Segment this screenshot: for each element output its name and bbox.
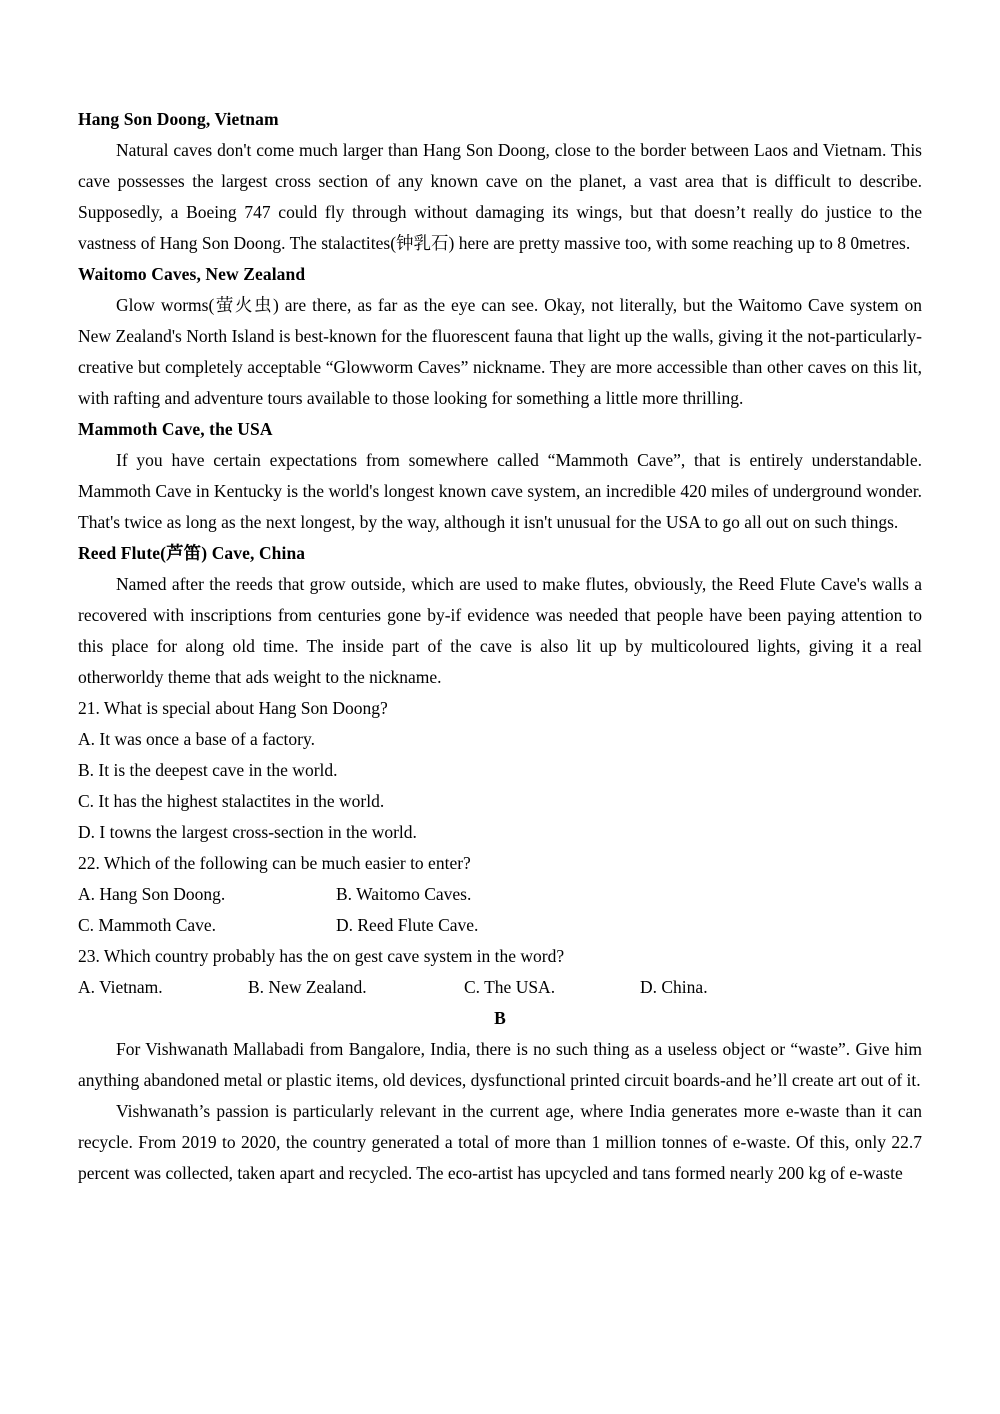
question-21-option-a[interactable]: A. It was once a base of a factory.: [78, 729, 315, 749]
question-22-option-a[interactable]: A. Hang Son Doong.: [78, 884, 226, 904]
question-22-options-row-2: [78, 910, 922, 941]
section-heading-mammoth-cave: Mammoth Cave, the USA: [78, 419, 273, 439]
question-22-option-b[interactable]: B. Waitomo Caves.: [336, 884, 472, 904]
document-body: [78, 104, 922, 1189]
question-22-options-row-1: [78, 879, 922, 910]
section-heading-reed-flute-cave: Reed Flute(芦笛) Cave, China: [78, 543, 306, 563]
section-letter-b: B: [494, 1008, 506, 1028]
question-21-option-b[interactable]: B. It is the deepest cave in the world.: [78, 760, 338, 780]
question-23-option-c[interactable]: C. The USA.: [464, 977, 556, 997]
section-paragraph-reed-flute-cave: Named after the reeds that grow outside, which are used to make flutes, obviously, the Reed Flute Cave's walls a recovered with inscriptions from centuries gone by-if evidence was needed that people have been paying attention to this place for along old time. The inside part of the cave is also lit up by multicoloured lights, giving it a real otherworldy theme that ads weight to the nickname.: [78, 574, 922, 687]
question-22-option-c[interactable]: C. Mammoth Cave.: [78, 915, 217, 935]
question-21-stem: 21. What is special about Hang Son Doong?: [78, 698, 388, 718]
question-21-option-d[interactable]: D. I towns the largest cross-section in the world.: [78, 822, 417, 842]
question-23-option-d[interactable]: D. China.: [640, 977, 708, 997]
section-heading-hang-son-doong: Hang Son Doong, Vietnam: [78, 109, 279, 129]
question-23-option-a[interactable]: A. Vietnam.: [78, 977, 163, 997]
section-b-paragraph-1: For Vishwanath Mallabadi from Bangalore, India, there is no such thing as a useless object or “waste”. Give him anything abandoned metal or plastic items, old devices, dysfunctional printed circuit boards-and he’ll create art out of it.: [78, 1039, 922, 1090]
section-b-paragraph-2: Vishwanath’s passion is particularly relevant in the current age, where India generates more e-waste than it can recycle. From 2019 to 2020, the country generated a total of more than 1 million tonnes of e-waste. Of this, only 22.7 percent was collected, taken apart and recycled. The eco-artist has upcycled and tans formed nearly 200 kg of e-waste: [78, 1101, 922, 1183]
question-23-stem: 23. Which country probably has the on gest cave system in the word?: [78, 946, 565, 966]
question-22-option-d[interactable]: D. Reed Flute Cave.: [336, 915, 479, 935]
section-paragraph-waitomo-caves: Glow worms(萤火虫) are there, as far as the eye can see. Okay, not literally, but the Waitomo Cave system on New Zealand's North Island is best-known for the fluorescent fauna that light up the walls, giving it the not-particularly-creative but completely acceptable “Glowworm Caves” nickname. They are more accessible than other caves on this lit, with rafting and adventure tours available to those looking for something a little more thrilling.: [78, 295, 922, 408]
section-heading-waitomo-caves: Waitomo Caves, New Zealand: [78, 264, 306, 284]
question-23-options-row: [78, 972, 922, 1003]
section-paragraph-hang-son-doong: Natural caves don't come much larger than Hang Son Doong, close to the border between Laos and Vietnam. This cave possesses the largest cross section of any known cave on the planet, a vast area that is difficult to describe. Supposedly, a Boeing 747 could fly through without damaging its wings, but that doesn’t really do justice to the vastness of Hang Son Doong. The stalactites(钟乳石) here are pretty massive too, with some reaching up to 8 0metres.: [78, 140, 922, 253]
question-21-option-c[interactable]: C. It has the highest stalactites in the world.: [78, 791, 385, 811]
question-22-stem: 22. Which of the following can be much easier to enter?: [78, 853, 471, 873]
question-23-option-b[interactable]: B. New Zealand.: [248, 977, 367, 997]
section-paragraph-mammoth-cave: If you have certain expectations from somewhere called “Mammoth Cave”, that is entirely understandable. Mammoth Cave in Kentucky is the world's longest known cave system, an incredible 420 miles of underground wonder. That's twice as long as the next longest, by the way, although it isn't unusual for the USA to go all out on such things.: [78, 450, 922, 532]
